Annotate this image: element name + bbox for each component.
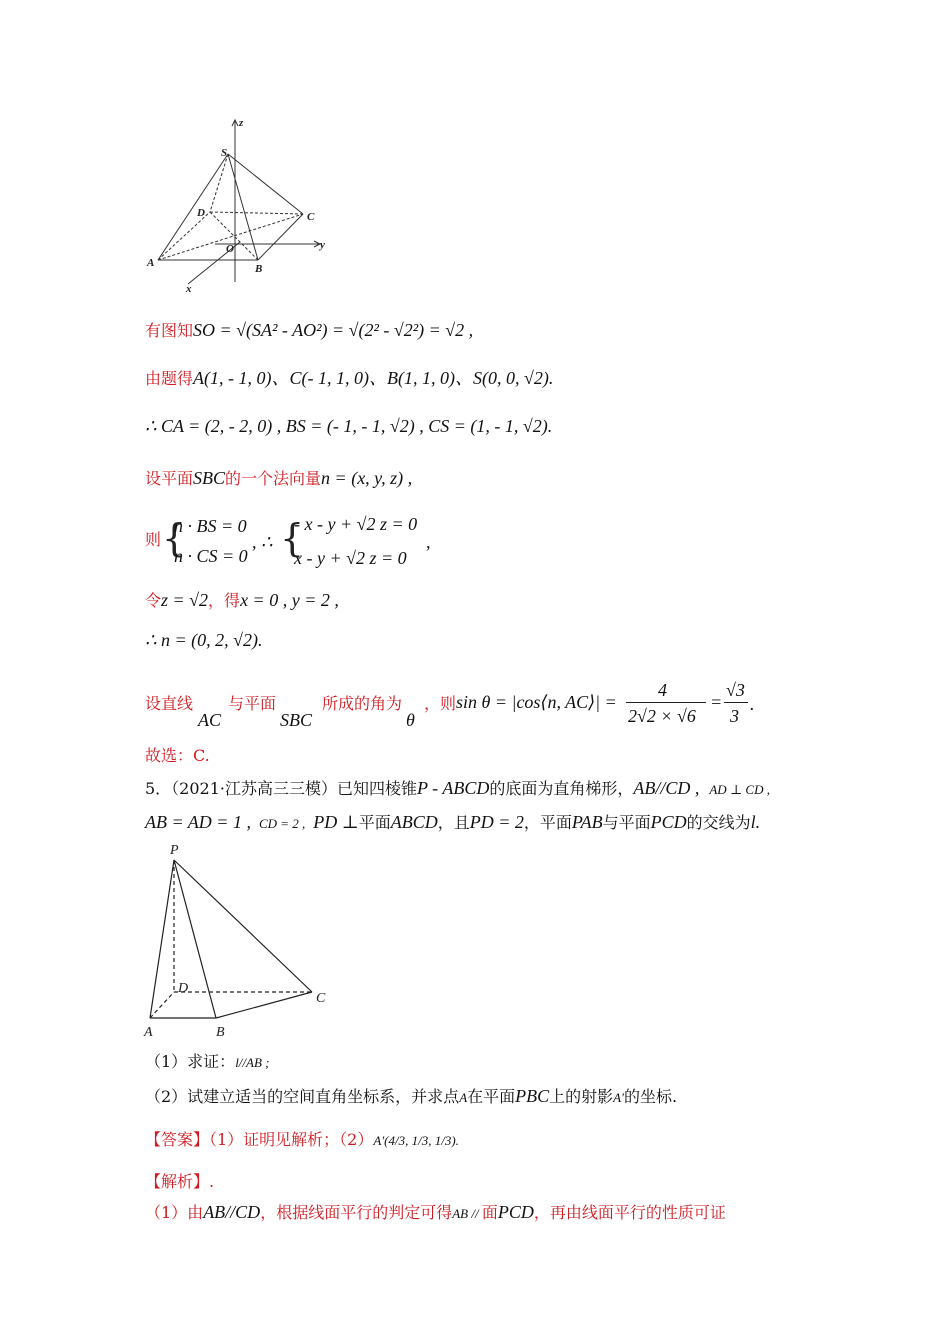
text-ze-2: ，则 [424,694,457,713]
line8-period: . [750,694,755,714]
q5-ab-cd: AB//CD , [633,778,700,798]
vertex-d-label: D [197,207,205,219]
text-jiao: 所成的角为 [322,694,403,713]
pyramid-figure-2 [140,838,340,1043]
math-sbc: SBC [193,468,226,488]
axis-x-label: x [186,283,192,295]
q6-pab: PAB [571,812,603,832]
q6-and-text: ，且 [437,813,470,832]
q6-plane-text-2: ，平面 [523,813,572,832]
frac2-denominator: 3 [730,706,739,726]
frac1-numerator: 4 [658,680,667,700]
answer-math: A′(4/3, 1/3, 1/3). [373,1133,459,1148]
part2-text-b: 在平面 [467,1087,516,1106]
system-end-comma: , [426,532,431,552]
brace-left-2: { [280,516,305,560]
solution-line-5 [145,528,161,552]
system1-row1: n · BS = 0 [174,516,247,536]
system1-row2: n · CS = 0 [174,546,248,566]
analysis-pcd: PCD [497,1202,534,1222]
brace-left-1: { [162,516,187,560]
math-vectors: ∴ CA = (2, - 2, 0) , BS = (- 1, - 1, √2) , CS = (1, - 1, √2). [145,416,553,436]
text-gu-xuan: 故选：C. [145,746,210,765]
text-she-zhixian: 设直线 [145,694,194,713]
part2-point-a: A [459,1090,468,1105]
q6-plane-text: 平面 [358,813,391,832]
axis-z-label: z [239,117,244,129]
vertex-b-label-2: B [216,1025,225,1040]
q6-pcd: PCD [650,812,687,832]
question5-line2 [145,810,760,836]
frac2-numerator: √3 [726,680,745,700]
part-1 [145,1050,269,1075]
analysis-label: 【解析】. [145,1172,215,1191]
q6-intersection-text: 的交线为 [686,813,751,832]
part2-pbc: PBC [515,1086,550,1106]
part1-label: （1）求证： [145,1052,236,1071]
frac1-bar [626,702,706,703]
answer-line [145,1128,459,1153]
part-2 [145,1084,677,1110]
q5-prefix: 5．（2021·江苏高三三模）已知四棱锥 [145,779,417,798]
vertex-a-label-2: A [144,1025,153,1040]
analysis-line-1 [145,1200,726,1226]
text-normal-vector: 的一个法向量 [225,469,322,488]
math-xy-val: x = 0 , y = 2 , [240,590,339,610]
text-she-pingmian: 设平面 [145,469,194,488]
q5-pyramid: P - ABCD [417,778,490,798]
text-yu-pingmian: 与平面 [228,694,277,713]
analysis-text-d: ，再由线面平行的性质可证 [533,1203,726,1222]
math-sbc-2: SBC [280,710,313,730]
q5-ad-perp-cd: AD ⊥ CD , [709,782,770,797]
answer-label: 【答案】（1）证明见解析；（2） [145,1130,374,1149]
math-sin-theta: sin θ = |cos⟨n, AC⟩| = [456,692,617,712]
analysis-text-b: ，根据线面平行的判定可得 [260,1203,453,1222]
q6-ab-ad: AB = AD = 1 , [145,812,251,832]
math-n-def: n = (x, y, z) , [321,468,413,488]
origin-o-label: O [226,243,234,255]
frac1-denominator: 2√2 × √6 [628,706,696,726]
vertex-c-label-2: C [316,991,326,1006]
solution-line-3 [145,414,552,439]
q6-cd: CD = 2 , [258,816,306,831]
vertex-d-label-2: D [178,981,189,996]
q6-l: l. [750,812,761,832]
part2-text-c: 上的射影 [549,1087,614,1106]
part2-text-a: （2）试建立适当的空间直角坐标系，并求点 [145,1087,460,1106]
q6-pd-val: PD = 2 [469,812,524,832]
system2-row2: x - y + √2 z = 0 [294,548,407,568]
pyramid-figure [140,112,340,297]
text-ze: 则 [145,530,162,549]
solution-line-1 [145,318,473,343]
vertex-c-label: C [307,211,315,223]
part2-text-d: 的坐标. [623,1087,678,1106]
solution-line-2 [145,366,553,391]
solution-line-7 [145,628,262,653]
question5-line1 [145,776,770,802]
text-de: ，得 [208,591,241,610]
math-z-val: z = √2 [161,590,209,610]
analysis-ab-parallel: AB // [452,1206,482,1221]
vertex-b-label: B [255,263,263,275]
analysis-ab-cd: AB//CD [203,1202,261,1222]
q5-base-text: 的底面为直角梯形， [489,779,634,798]
q6-pd-perp: PD ⊥ [313,812,359,832]
math-n-result: ∴ n = (0, 2, √2). [145,630,263,650]
math-theta: θ [406,710,415,730]
solution-line-8 [145,692,193,716]
math-so: SO = √(SA² - AO²) = √(2² - √2²) = √2 , [193,320,474,340]
vertex-s-label: S [221,147,228,159]
text-ling: 令 [145,591,162,610]
axis-y-label: y [320,239,325,251]
system2-row1: - x - y + √2 z = 0 [294,514,418,534]
analysis-text-a: （1）由 [145,1203,204,1222]
frac2-bar [724,702,748,703]
part1-math: l//AB ; [235,1055,270,1070]
math-points: A(1, - 1, 0)、C(- 1, 1, 0)、B(1, 1, 0)、S(0, 0, √2). [193,368,554,388]
q6-with-text: 与平面 [602,813,651,832]
vertex-p-label: P [170,843,179,858]
math-ac: AC [198,710,222,730]
text-you-ti-de: 由题得 [145,369,194,388]
analysis-text-c: 面 [481,1203,498,1222]
solution-line-6 [145,588,339,613]
text-you-tu-zhi: 有图知 [145,321,194,340]
text-therefore: , ∴ [252,532,273,552]
vertex-a-label: A [147,257,155,269]
math-equals: = [710,692,723,712]
solution-line-4 [145,466,412,491]
q6-abcd: ABCD [390,812,438,832]
part2-a-prime: A′ [613,1090,624,1105]
